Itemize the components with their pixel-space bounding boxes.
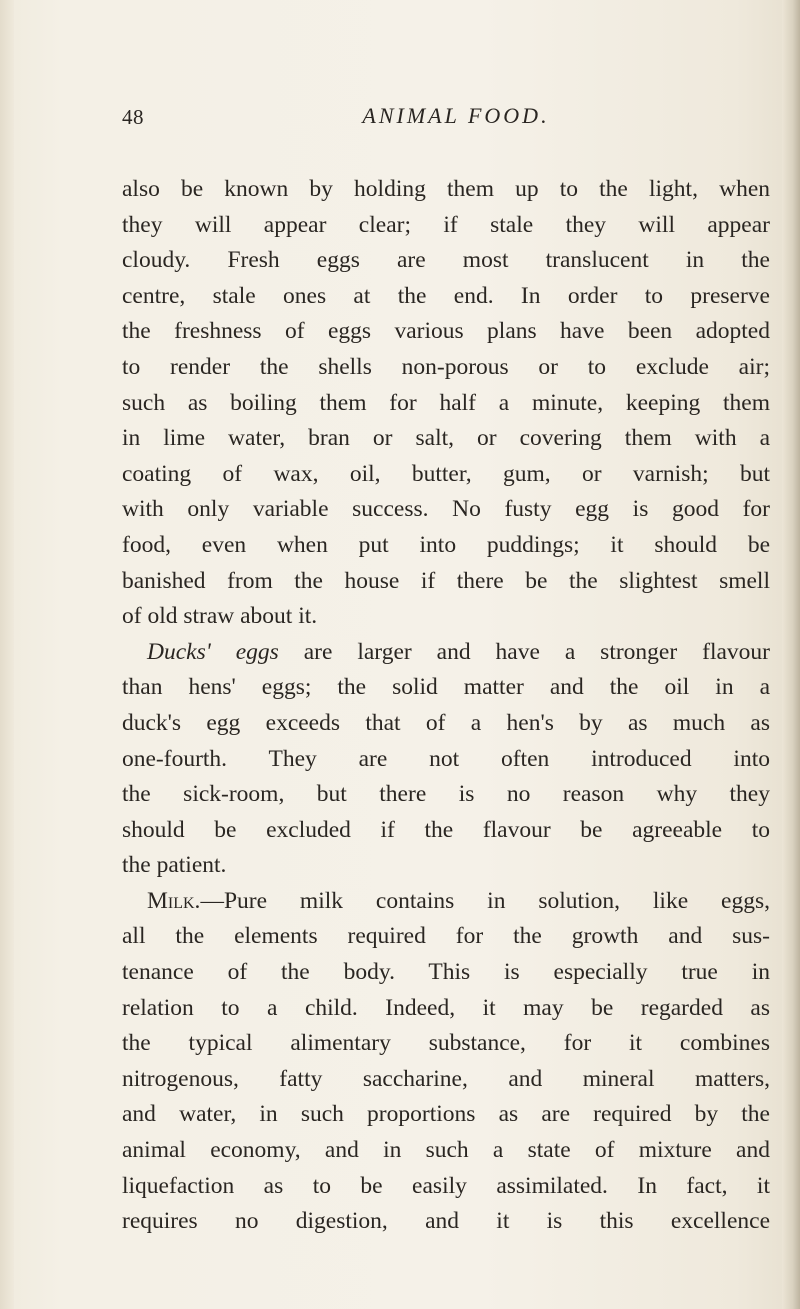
ducks-eggs-heading: Ducks' eggs <box>147 638 279 665</box>
text-line: should be excluded if the flavour be agreeable to <box>122 816 770 843</box>
text-line: the sick-room, but there is no reason why they <box>122 781 770 808</box>
text-line: the patient. <box>122 852 227 879</box>
text-line: banished from the house if there be the slightest smell <box>122 567 770 594</box>
text-line: cloudy. Fresh eggs are most translucent in the <box>122 247 770 274</box>
text-line: coating of wax, oil, butter, gum, or varnish; but <box>122 460 770 487</box>
text-fragment: —Pure milk contains in solution, like eggs, <box>200 887 770 914</box>
text-line: to render the shells non-porous or to exclude air; <box>122 353 770 380</box>
text-line: all the elements required for the growth and sus- <box>122 923 770 950</box>
page-edge <box>782 0 800 1309</box>
text-line: and water, in such proportions as are required by the <box>122 1101 770 1128</box>
text-line: animal economy, and in such a state of mixture and <box>122 1137 770 1164</box>
text-line: food, even when put into puddings; it should be <box>122 531 770 558</box>
text-line: duck's egg exceeds that of a hen's by as much as <box>122 709 770 736</box>
text-line: in lime water, bran or salt, or covering them with a <box>122 425 770 452</box>
text-line: liquefaction as to be easily assimilated. In fact, it <box>122 1172 770 1199</box>
page-number: 48 <box>122 105 144 129</box>
milk-heading: Milk. <box>147 887 201 914</box>
page-header <box>122 99 770 137</box>
text-fragment: are larger and have a stronger flavour <box>278 638 770 665</box>
text-line: also be known by holding them up to the light, when <box>122 176 770 202</box>
paragraph-lead-line <box>122 635 770 671</box>
text-line: the freshness of eggs various plans have been adopted <box>122 318 770 345</box>
text-line: centre, stale ones at the end. In order to preserve <box>122 282 770 309</box>
text-line: requires no digestion, and it is this excellence <box>122 1208 770 1235</box>
text-line: of old straw about it. <box>122 603 318 630</box>
text-line: one-fourth. They are not often introduced into <box>122 745 770 772</box>
text-line: relation to a child. Indeed, it may be regarded as <box>122 994 770 1021</box>
text-line: they will appear clear; if stale they will appear <box>122 211 770 238</box>
text-line: the typical alimentary substance, for it combines <box>122 1030 770 1057</box>
paragraph-lead-line <box>122 884 770 920</box>
text-line: than hens' eggs; the solid matter and the oil in a <box>122 674 770 701</box>
text-line: nitrogenous, fatty saccharine, and mineral matters, <box>122 1065 770 1092</box>
page-gutter <box>0 0 14 1309</box>
body-text <box>122 172 770 1240</box>
running-head: ANIMAL FOOD. <box>362 103 550 128</box>
text-line: such as boiling them for half a minute, keeping them <box>122 389 770 416</box>
text-line: with only variable success. No fusty egg is good for <box>122 496 770 523</box>
text-line: tenance of the body. This is especially true in <box>122 959 770 986</box>
